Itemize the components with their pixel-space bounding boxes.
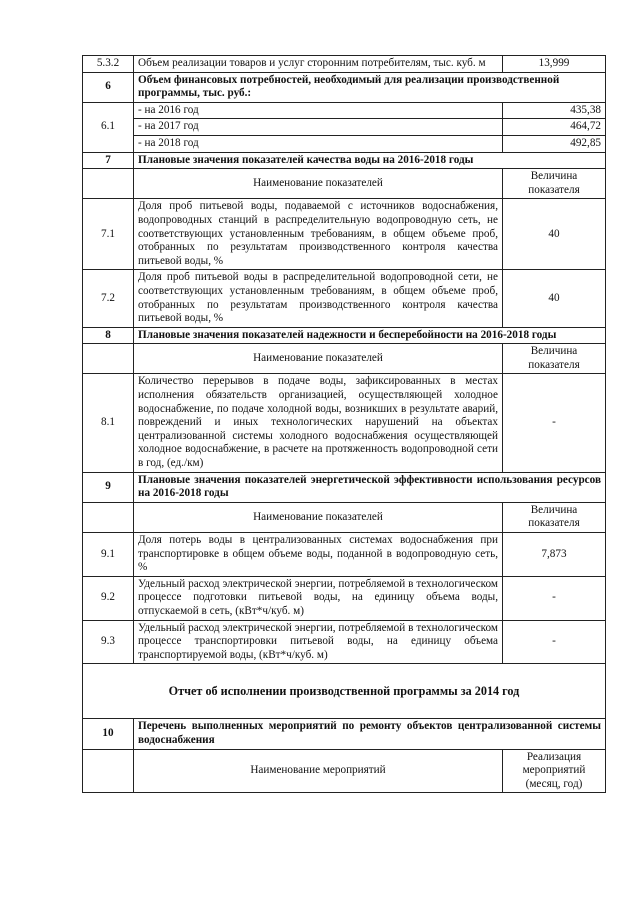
section-number: 8 (83, 327, 134, 344)
table-row (83, 533, 606, 577)
header-blank-cell (83, 169, 134, 199)
row-number: 8.1 (83, 374, 134, 472)
row-value: 13,999 (503, 56, 606, 73)
row-value: 7,873 (503, 533, 606, 577)
table-row (83, 102, 606, 119)
table-row (83, 374, 606, 472)
row-description: Количество перерывов в подаче воды, зафиксированных в местах исполнения обязательств организацией, осуществляющей холодное водоснабжение, по подаче холодной воды, возникших в результате аварий, повреждений и иных технологических нарушений на объектах централизованной системы холодного водоснабжения осуществляющей холодное водоснабжение, в расчете на протяженность водопроводной сети в год, (ед./км) (134, 374, 503, 472)
section-row (83, 719, 606, 749)
row-value: 492,85 (503, 135, 606, 152)
section-title: Плановые значения показателей качества воды на 2016-2018 годы (134, 152, 606, 169)
row-description: Доля потерь воды в централизованных системах водоснабжения при транспортировке в общем объеме воды, поданной в водопроводную сеть, % (134, 533, 503, 577)
table-row (83, 270, 606, 327)
header-value: Реализация мероприятий (месяц, год) (503, 749, 606, 793)
header-name: Наименование показателей (134, 169, 503, 199)
row-description: - на 2017 год (134, 119, 503, 136)
row-value: - (503, 576, 606, 620)
section-number: 7 (83, 152, 134, 169)
header-blank-cell (83, 749, 134, 793)
header-value: Величина показателя (503, 502, 606, 532)
header-value: Величина показателя (503, 344, 606, 374)
row-description: Удельный расход электрической энергии, потребляемой в технологическом процессе транспортировки питьевой воды, на единицу объема транспортируемой воды, (кВт*ч/куб. м) (134, 620, 503, 664)
row-value: 464,72 (503, 119, 606, 136)
header-name: Наименование мероприятий (134, 749, 503, 793)
section-number: 6 (83, 72, 134, 102)
section-title: Плановые значения показателей энергетической эффективности использования ресурсов на 2016-2018 годы (134, 472, 606, 502)
header-blank-cell (83, 502, 134, 532)
section-row (83, 472, 606, 502)
row-value: - (503, 374, 606, 472)
table-row (83, 620, 606, 664)
row-description: - на 2016 год (134, 102, 503, 119)
section-row (83, 327, 606, 344)
table-row (83, 576, 606, 620)
row-description: - на 2018 год (134, 135, 503, 152)
row-description: Доля проб питьевой воды, подаваемой с источников водоснабжения, водопроводных станций в распределительную водопроводную сеть, не соответствующих установленным требованиям, в общем объеме проб, отобранных по результатам производственного контроля качества питьевой воды, % (134, 199, 503, 270)
section-title: Перечень выполненных мероприятий по ремонту объектов централизованной системы водоснабжения (134, 719, 606, 749)
row-value: 435,38 (503, 102, 606, 119)
column-header-row (83, 502, 606, 532)
row-number: 9.2 (83, 576, 134, 620)
column-header-row (83, 749, 606, 793)
row-number: 7.1 (83, 199, 134, 270)
table-row (83, 135, 606, 152)
header-value: Величина показателя (503, 169, 606, 199)
column-header-row (83, 344, 606, 374)
row-value: - (503, 620, 606, 664)
report-title-row (83, 664, 606, 719)
row-number: 9.1 (83, 533, 134, 577)
report-title: Отчет об исполнении производственной программы за 2014 год (83, 664, 606, 719)
section-row (83, 72, 606, 102)
row-number: 9.3 (83, 620, 134, 664)
header-name: Наименование показателей (134, 502, 503, 532)
section-title: Объем финансовых потребностей, необходимый для реализации производственной программы, тыс. руб.: (134, 72, 606, 102)
header-name: Наименование показателей (134, 344, 503, 374)
row-number: 6.1 (83, 102, 134, 152)
header-blank-cell (83, 344, 134, 374)
section-number: 9 (83, 472, 134, 502)
row-number: 7.2 (83, 270, 134, 327)
table-row (83, 199, 606, 270)
section-number: 10 (83, 719, 134, 749)
row-description: Объем реализации товаров и услуг сторонним потребителям, тыс. куб. м (134, 56, 503, 73)
row-value: 40 (503, 199, 606, 270)
table-row (83, 119, 606, 136)
program-table (82, 55, 606, 793)
table-row (83, 56, 606, 73)
row-description: Удельный расход электрической энергии, потребляемой в технологическом процессе подготовки питьевой воды, на единицу объема воды, отпускаемой в сеть, (кВт*ч/куб. м) (134, 576, 503, 620)
row-number: 5.3.2 (83, 56, 134, 73)
section-title: Плановые значения показателей надежности и бесперебойности на 2016-2018 годы (134, 327, 606, 344)
row-description: Доля проб питьевой воды в распределительной водопроводной сети, не соответствующих установленным требованиям, в общем объеме проб, отобранных по результатам производственного контроля качества питьевой воды, % (134, 270, 503, 327)
section-row (83, 152, 606, 169)
column-header-row (83, 169, 606, 199)
row-value: 40 (503, 270, 606, 327)
